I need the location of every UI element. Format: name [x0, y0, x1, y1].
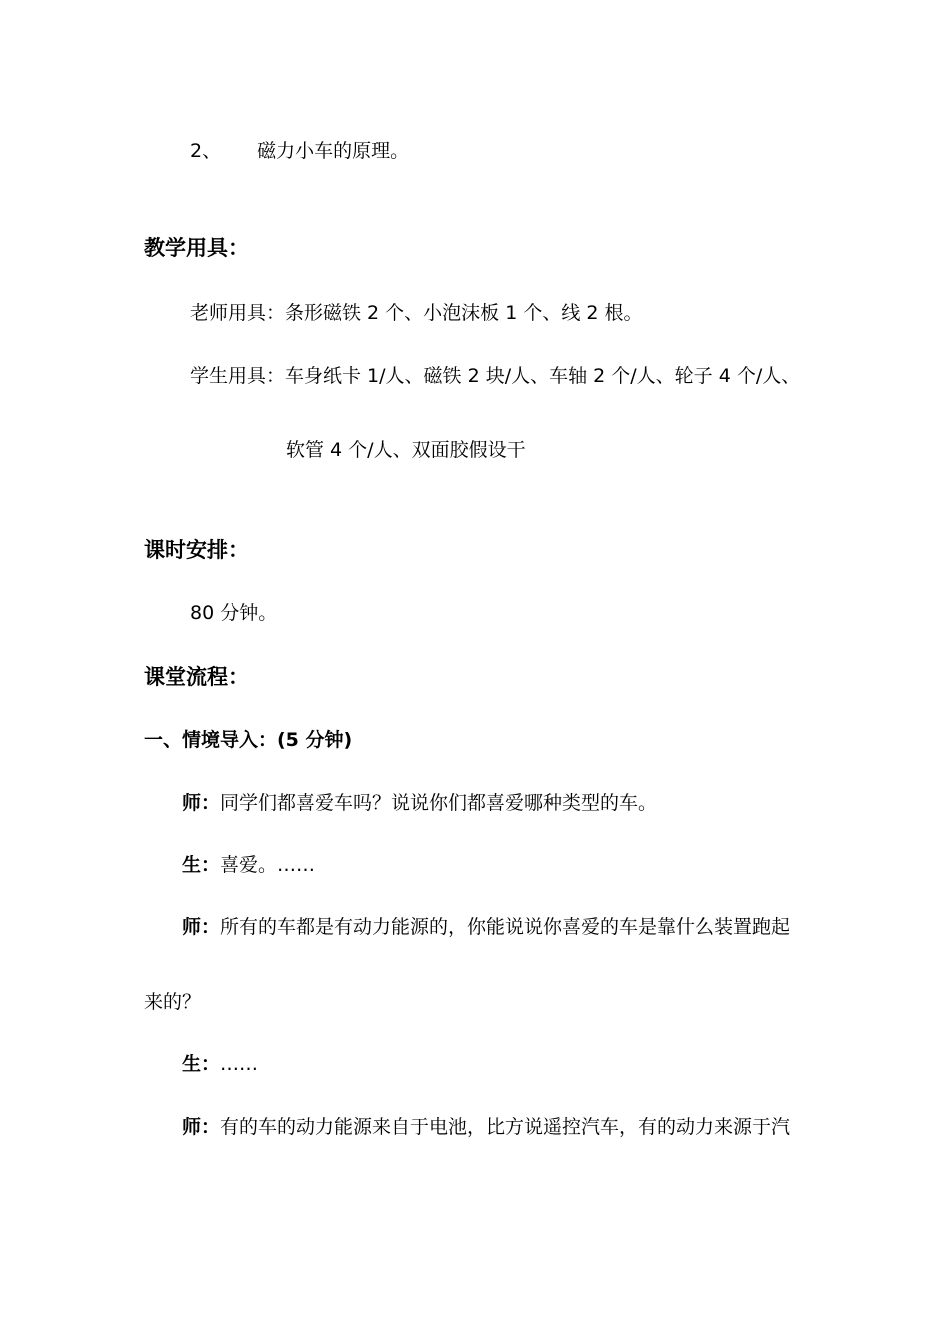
schedule-duration: 80 分钟。 — [190, 602, 278, 624]
section1-title: 一、情境导入：(5 分钟) — [144, 729, 353, 751]
schedule-heading: 课时安排： — [144, 538, 249, 562]
speaker-label: 师： — [182, 792, 221, 814]
materials-heading: 教学用具： — [144, 236, 249, 260]
dialogue-line — [182, 1055, 258, 1074]
dialogue-text: 同学们都喜爱车吗？说说你们都喜爱哪种类型的车。 — [220, 792, 658, 814]
dialogue-text: 来的？ — [144, 991, 202, 1013]
dialogue-line — [182, 918, 790, 937]
dialogue-text: 喜爱。…… — [220, 854, 316, 876]
dialogue-continuation — [144, 993, 201, 1012]
dialogue-line — [182, 856, 315, 875]
speaker-label: 师： — [182, 916, 221, 938]
speaker-label: 师： — [182, 1116, 221, 1138]
dialogue-text: 有的车的动力能源来自于电池，比方说遥控汽车，有的动力来源于汽 — [220, 1116, 791, 1138]
dialogue-line — [182, 794, 657, 813]
list-number: 2、 — [190, 140, 222, 162]
speaker-label: 生： — [182, 1053, 221, 1075]
dialogue-text: 所有的车都是有动力能源的，你能说说你喜爱的车是靠什么装置跑起 — [220, 916, 791, 938]
dialogue-text: …… — [220, 1053, 259, 1075]
list-item-2 — [190, 142, 409, 161]
student-materials-line2: 软管 4 个/人、双面胶假设干 — [286, 439, 526, 461]
student-materials-line1: 学生用具：车身纸卡 1/人、磁铁 2 块/人、车轴 2 个/人、轮子 4 个/人、 — [190, 365, 801, 387]
dialogue-line — [182, 1118, 790, 1137]
speaker-label: 生： — [182, 854, 221, 876]
teacher-materials: 老师用具：条形磁铁 2 个、小泡沫板 1 个、线 2 根。 — [190, 302, 643, 324]
list-text: 磁力小车的原理。 — [257, 140, 410, 162]
process-heading: 课堂流程： — [144, 665, 249, 689]
